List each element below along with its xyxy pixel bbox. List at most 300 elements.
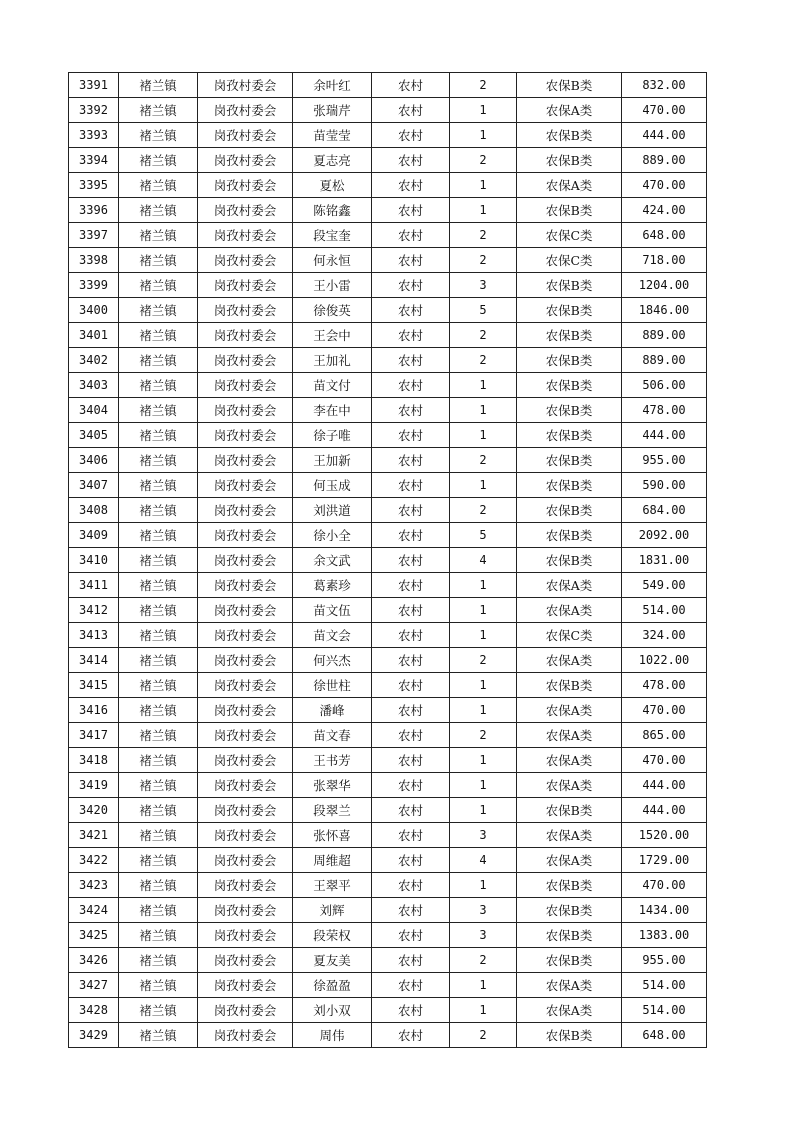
table-row [69, 73, 707, 98]
amount-cell: 865.00 [622, 723, 707, 748]
name-cell: 余叶红 [293, 73, 372, 98]
town-cell: 褚兰镇 [119, 998, 198, 1023]
town-cell: 褚兰镇 [119, 923, 198, 948]
town-cell: 褚兰镇 [119, 973, 198, 998]
row-number-cell: 3405 [69, 423, 119, 448]
committee-cell: 岗孜村委会 [198, 698, 293, 723]
category-cell: 农保C类 [517, 248, 622, 273]
town-cell: 褚兰镇 [119, 148, 198, 173]
row-number-cell: 3414 [69, 648, 119, 673]
category-cell: 农保A类 [517, 723, 622, 748]
area-type-cell: 农村 [372, 298, 450, 323]
table-row [69, 573, 707, 598]
committee-cell: 岗孜村委会 [198, 223, 293, 248]
row-number-cell: 3394 [69, 148, 119, 173]
household-size-cell: 1 [450, 398, 517, 423]
category-cell: 农保B类 [517, 123, 622, 148]
row-number-cell: 3398 [69, 248, 119, 273]
amount-cell: 1846.00 [622, 298, 707, 323]
table-row [69, 1023, 707, 1048]
town-cell: 褚兰镇 [119, 173, 198, 198]
committee-cell: 岗孜村委会 [198, 923, 293, 948]
category-cell: 农保B类 [517, 798, 622, 823]
row-number-cell: 3413 [69, 623, 119, 648]
row-number-cell: 3421 [69, 823, 119, 848]
table-row [69, 98, 707, 123]
category-cell: 农保A类 [517, 698, 622, 723]
amount-cell: 648.00 [622, 1023, 707, 1048]
name-cell: 段翠兰 [293, 798, 372, 823]
row-number-cell: 3426 [69, 948, 119, 973]
town-cell: 褚兰镇 [119, 548, 198, 573]
row-number-cell: 3416 [69, 698, 119, 723]
town-cell: 褚兰镇 [119, 473, 198, 498]
table-row [69, 373, 707, 398]
household-size-cell: 1 [450, 698, 517, 723]
town-cell: 褚兰镇 [119, 498, 198, 523]
name-cell: 苗文春 [293, 723, 372, 748]
committee-cell: 岗孜村委会 [198, 898, 293, 923]
committee-cell: 岗孜村委会 [198, 273, 293, 298]
committee-cell: 岗孜村委会 [198, 798, 293, 823]
area-type-cell: 农村 [372, 348, 450, 373]
amount-cell: 324.00 [622, 623, 707, 648]
category-cell: 农保B类 [517, 498, 622, 523]
committee-cell: 岗孜村委会 [198, 523, 293, 548]
table-row [69, 123, 707, 148]
committee-cell: 岗孜村委会 [198, 198, 293, 223]
household-size-cell: 1 [450, 423, 517, 448]
category-cell: 农保C类 [517, 623, 622, 648]
name-cell: 刘洪道 [293, 498, 372, 523]
name-cell: 余文武 [293, 548, 372, 573]
category-cell: 农保B类 [517, 273, 622, 298]
area-type-cell: 农村 [372, 273, 450, 298]
household-size-cell: 1 [450, 773, 517, 798]
town-cell: 褚兰镇 [119, 73, 198, 98]
category-cell: 农保A类 [517, 648, 622, 673]
name-cell: 潘峰 [293, 698, 372, 723]
row-number-cell: 3411 [69, 573, 119, 598]
area-type-cell: 农村 [372, 623, 450, 648]
amount-cell: 955.00 [622, 448, 707, 473]
table-row [69, 273, 707, 298]
amount-cell: 1831.00 [622, 548, 707, 573]
amount-cell: 478.00 [622, 673, 707, 698]
category-cell: 农保B类 [517, 373, 622, 398]
household-size-cell: 2 [450, 73, 517, 98]
town-cell: 褚兰镇 [119, 298, 198, 323]
table-row [69, 798, 707, 823]
table-row [69, 748, 707, 773]
amount-cell: 648.00 [622, 223, 707, 248]
category-cell: 农保B类 [517, 423, 622, 448]
town-cell: 褚兰镇 [119, 773, 198, 798]
row-number-cell: 3396 [69, 198, 119, 223]
amount-cell: 549.00 [622, 573, 707, 598]
household-size-cell: 3 [450, 273, 517, 298]
row-number-cell: 3395 [69, 173, 119, 198]
category-cell: 农保B类 [517, 73, 622, 98]
name-cell: 夏友美 [293, 948, 372, 973]
amount-cell: 424.00 [622, 198, 707, 223]
town-cell: 褚兰镇 [119, 748, 198, 773]
area-type-cell: 农村 [372, 673, 450, 698]
name-cell: 苗文伍 [293, 598, 372, 623]
amount-cell: 1434.00 [622, 898, 707, 923]
household-size-cell: 4 [450, 548, 517, 573]
household-size-cell: 1 [450, 573, 517, 598]
committee-cell: 岗孜村委会 [198, 673, 293, 698]
area-type-cell: 农村 [372, 548, 450, 573]
area-type-cell: 农村 [372, 423, 450, 448]
category-cell: 农保B类 [517, 523, 622, 548]
area-type-cell: 农村 [372, 948, 450, 973]
name-cell: 徐俊英 [293, 298, 372, 323]
committee-cell: 岗孜村委会 [198, 148, 293, 173]
category-cell: 农保B类 [517, 923, 622, 948]
name-cell: 周伟 [293, 1023, 372, 1048]
amount-cell: 444.00 [622, 798, 707, 823]
town-cell: 褚兰镇 [119, 698, 198, 723]
household-size-cell: 1 [450, 973, 517, 998]
name-cell: 段荣权 [293, 923, 372, 948]
row-number-cell: 3393 [69, 123, 119, 148]
amount-cell: 470.00 [622, 748, 707, 773]
table-row [69, 998, 707, 1023]
name-cell: 何玉成 [293, 473, 372, 498]
category-cell: 农保B类 [517, 198, 622, 223]
town-cell: 褚兰镇 [119, 248, 198, 273]
area-type-cell: 农村 [372, 148, 450, 173]
town-cell: 褚兰镇 [119, 423, 198, 448]
committee-cell: 岗孜村委会 [198, 348, 293, 373]
table-row [69, 148, 707, 173]
amount-cell: 1383.00 [622, 923, 707, 948]
household-size-cell: 1 [450, 673, 517, 698]
household-size-cell: 2 [450, 948, 517, 973]
amount-cell: 1520.00 [622, 823, 707, 848]
table-row [69, 873, 707, 898]
row-number-cell: 3410 [69, 548, 119, 573]
category-cell: 农保B类 [517, 448, 622, 473]
name-cell: 苗莹莹 [293, 123, 372, 148]
household-size-cell: 2 [450, 248, 517, 273]
category-cell: 农保B类 [517, 1023, 622, 1048]
category-cell: 农保A类 [517, 973, 622, 998]
amount-cell: 514.00 [622, 598, 707, 623]
amount-cell: 718.00 [622, 248, 707, 273]
area-type-cell: 农村 [372, 373, 450, 398]
table-row [69, 323, 707, 348]
name-cell: 刘辉 [293, 898, 372, 923]
row-number-cell: 3409 [69, 523, 119, 548]
name-cell: 王书芳 [293, 748, 372, 773]
area-type-cell: 农村 [372, 523, 450, 548]
household-size-cell: 1 [450, 198, 517, 223]
town-cell: 褚兰镇 [119, 898, 198, 923]
row-number-cell: 3422 [69, 848, 119, 873]
area-type-cell: 农村 [372, 573, 450, 598]
row-number-cell: 3392 [69, 98, 119, 123]
town-cell: 褚兰镇 [119, 948, 198, 973]
category-cell: 农保A类 [517, 573, 622, 598]
name-cell: 周维超 [293, 848, 372, 873]
committee-cell: 岗孜村委会 [198, 623, 293, 648]
table-row [69, 773, 707, 798]
name-cell: 王会中 [293, 323, 372, 348]
amount-cell: 444.00 [622, 773, 707, 798]
table-row [69, 423, 707, 448]
committee-cell: 岗孜村委会 [198, 748, 293, 773]
category-cell: 农保B类 [517, 398, 622, 423]
table-row [69, 648, 707, 673]
amount-cell: 470.00 [622, 873, 707, 898]
area-type-cell: 农村 [372, 98, 450, 123]
name-cell: 何永恒 [293, 248, 372, 273]
committee-cell: 岗孜村委会 [198, 648, 293, 673]
town-cell: 褚兰镇 [119, 398, 198, 423]
committee-cell: 岗孜村委会 [198, 848, 293, 873]
committee-cell: 岗孜村委会 [198, 123, 293, 148]
area-type-cell: 农村 [372, 323, 450, 348]
town-cell: 褚兰镇 [119, 873, 198, 898]
amount-cell: 955.00 [622, 948, 707, 973]
amount-cell: 478.00 [622, 398, 707, 423]
household-size-cell: 2 [450, 348, 517, 373]
category-cell: 农保B类 [517, 873, 622, 898]
committee-cell: 岗孜村委会 [198, 548, 293, 573]
town-cell: 褚兰镇 [119, 98, 198, 123]
household-size-cell: 2 [450, 448, 517, 473]
committee-cell: 岗孜村委会 [198, 723, 293, 748]
committee-cell: 岗孜村委会 [198, 873, 293, 898]
row-number-cell: 3403 [69, 373, 119, 398]
name-cell: 王加礼 [293, 348, 372, 373]
town-cell: 褚兰镇 [119, 723, 198, 748]
table-row [69, 698, 707, 723]
area-type-cell: 农村 [372, 973, 450, 998]
table-row [69, 173, 707, 198]
amount-cell: 444.00 [622, 123, 707, 148]
household-size-cell: 1 [450, 98, 517, 123]
amount-cell: 684.00 [622, 498, 707, 523]
household-size-cell: 1 [450, 798, 517, 823]
household-size-cell: 3 [450, 823, 517, 848]
table-row [69, 448, 707, 473]
table-row [69, 248, 707, 273]
committee-cell: 岗孜村委会 [198, 1023, 293, 1048]
name-cell: 王加新 [293, 448, 372, 473]
category-cell: 农保B类 [517, 348, 622, 373]
category-cell: 农保B类 [517, 673, 622, 698]
row-number-cell: 3397 [69, 223, 119, 248]
category-cell: 农保A类 [517, 98, 622, 123]
row-number-cell: 3406 [69, 448, 119, 473]
row-number-cell: 3400 [69, 298, 119, 323]
table-row [69, 848, 707, 873]
household-size-cell: 2 [450, 648, 517, 673]
data-table [68, 72, 707, 1048]
committee-cell: 岗孜村委会 [198, 448, 293, 473]
household-size-cell: 1 [450, 473, 517, 498]
table-row [69, 723, 707, 748]
table-row [69, 898, 707, 923]
amount-cell: 514.00 [622, 973, 707, 998]
table-body [69, 73, 707, 1048]
row-number-cell: 3420 [69, 798, 119, 823]
committee-cell: 岗孜村委会 [198, 998, 293, 1023]
amount-cell: 889.00 [622, 348, 707, 373]
household-size-cell: 3 [450, 923, 517, 948]
household-size-cell: 1 [450, 373, 517, 398]
table-row [69, 198, 707, 223]
household-size-cell: 2 [450, 1023, 517, 1048]
area-type-cell: 农村 [372, 123, 450, 148]
table-row [69, 548, 707, 573]
town-cell: 褚兰镇 [119, 323, 198, 348]
committee-cell: 岗孜村委会 [198, 73, 293, 98]
amount-cell: 1204.00 [622, 273, 707, 298]
household-size-cell: 5 [450, 298, 517, 323]
name-cell: 刘小双 [293, 998, 372, 1023]
category-cell: 农保B类 [517, 898, 622, 923]
category-cell: 农保A类 [517, 823, 622, 848]
category-cell: 农保C类 [517, 223, 622, 248]
committee-cell: 岗孜村委会 [198, 948, 293, 973]
row-number-cell: 3391 [69, 73, 119, 98]
name-cell: 苗文会 [293, 623, 372, 648]
table-row [69, 923, 707, 948]
area-type-cell: 农村 [372, 398, 450, 423]
table-row [69, 973, 707, 998]
household-size-cell: 5 [450, 523, 517, 548]
committee-cell: 岗孜村委会 [198, 973, 293, 998]
table-row [69, 523, 707, 548]
name-cell: 陈铭鑫 [293, 198, 372, 223]
table-row [69, 298, 707, 323]
area-type-cell: 农村 [372, 448, 450, 473]
committee-cell: 岗孜村委会 [198, 98, 293, 123]
area-type-cell: 农村 [372, 473, 450, 498]
area-type-cell: 农村 [372, 823, 450, 848]
committee-cell: 岗孜村委会 [198, 323, 293, 348]
household-size-cell: 1 [450, 623, 517, 648]
row-number-cell: 3399 [69, 273, 119, 298]
committee-cell: 岗孜村委会 [198, 823, 293, 848]
row-number-cell: 3401 [69, 323, 119, 348]
committee-cell: 岗孜村委会 [198, 573, 293, 598]
committee-cell: 岗孜村委会 [198, 373, 293, 398]
area-type-cell: 农村 [372, 873, 450, 898]
table-row [69, 623, 707, 648]
row-number-cell: 3402 [69, 348, 119, 373]
town-cell: 褚兰镇 [119, 448, 198, 473]
town-cell: 褚兰镇 [119, 848, 198, 873]
area-type-cell: 农村 [372, 223, 450, 248]
household-size-cell: 2 [450, 498, 517, 523]
committee-cell: 岗孜村委会 [198, 473, 293, 498]
row-number-cell: 3419 [69, 773, 119, 798]
town-cell: 褚兰镇 [119, 373, 198, 398]
table-row [69, 948, 707, 973]
name-cell: 徐世柱 [293, 673, 372, 698]
row-number-cell: 3412 [69, 598, 119, 623]
name-cell: 张怀喜 [293, 823, 372, 848]
town-cell: 褚兰镇 [119, 598, 198, 623]
table-row [69, 473, 707, 498]
amount-cell: 1729.00 [622, 848, 707, 873]
category-cell: 农保B类 [517, 948, 622, 973]
town-cell: 褚兰镇 [119, 223, 198, 248]
name-cell: 苗文付 [293, 373, 372, 398]
table-row [69, 348, 707, 373]
household-size-cell: 1 [450, 173, 517, 198]
area-type-cell: 农村 [372, 598, 450, 623]
committee-cell: 岗孜村委会 [198, 398, 293, 423]
household-size-cell: 3 [450, 898, 517, 923]
category-cell: 农保B类 [517, 473, 622, 498]
category-cell: 农保B类 [517, 148, 622, 173]
amount-cell: 2092.00 [622, 523, 707, 548]
category-cell: 农保A类 [517, 773, 622, 798]
name-cell: 张翠华 [293, 773, 372, 798]
row-number-cell: 3415 [69, 673, 119, 698]
name-cell: 李在中 [293, 398, 372, 423]
household-size-cell: 2 [450, 148, 517, 173]
household-size-cell: 4 [450, 848, 517, 873]
town-cell: 褚兰镇 [119, 823, 198, 848]
household-size-cell: 1 [450, 123, 517, 148]
table-row [69, 823, 707, 848]
name-cell: 徐盈盈 [293, 973, 372, 998]
category-cell: 农保A类 [517, 598, 622, 623]
name-cell: 葛素珍 [293, 573, 372, 598]
amount-cell: 590.00 [622, 473, 707, 498]
row-number-cell: 3408 [69, 498, 119, 523]
town-cell: 褚兰镇 [119, 348, 198, 373]
row-number-cell: 3427 [69, 973, 119, 998]
household-size-cell: 2 [450, 323, 517, 348]
table-row [69, 673, 707, 698]
category-cell: 农保A类 [517, 998, 622, 1023]
town-cell: 褚兰镇 [119, 123, 198, 148]
town-cell: 褚兰镇 [119, 673, 198, 698]
row-number-cell: 3407 [69, 473, 119, 498]
category-cell: 农保B类 [517, 323, 622, 348]
area-type-cell: 农村 [372, 698, 450, 723]
area-type-cell: 农村 [372, 723, 450, 748]
name-cell: 夏松 [293, 173, 372, 198]
table-row [69, 598, 707, 623]
table-row [69, 398, 707, 423]
household-size-cell: 1 [450, 748, 517, 773]
area-type-cell: 农村 [372, 748, 450, 773]
town-cell: 褚兰镇 [119, 1023, 198, 1048]
area-type-cell: 农村 [372, 73, 450, 98]
name-cell: 段宝奎 [293, 223, 372, 248]
name-cell: 张瑞芹 [293, 98, 372, 123]
area-type-cell: 农村 [372, 998, 450, 1023]
household-size-cell: 2 [450, 723, 517, 748]
name-cell: 何兴杰 [293, 648, 372, 673]
row-number-cell: 3418 [69, 748, 119, 773]
amount-cell: 470.00 [622, 98, 707, 123]
area-type-cell: 农村 [372, 173, 450, 198]
area-type-cell: 农村 [372, 798, 450, 823]
household-size-cell: 1 [450, 873, 517, 898]
committee-cell: 岗孜村委会 [198, 598, 293, 623]
